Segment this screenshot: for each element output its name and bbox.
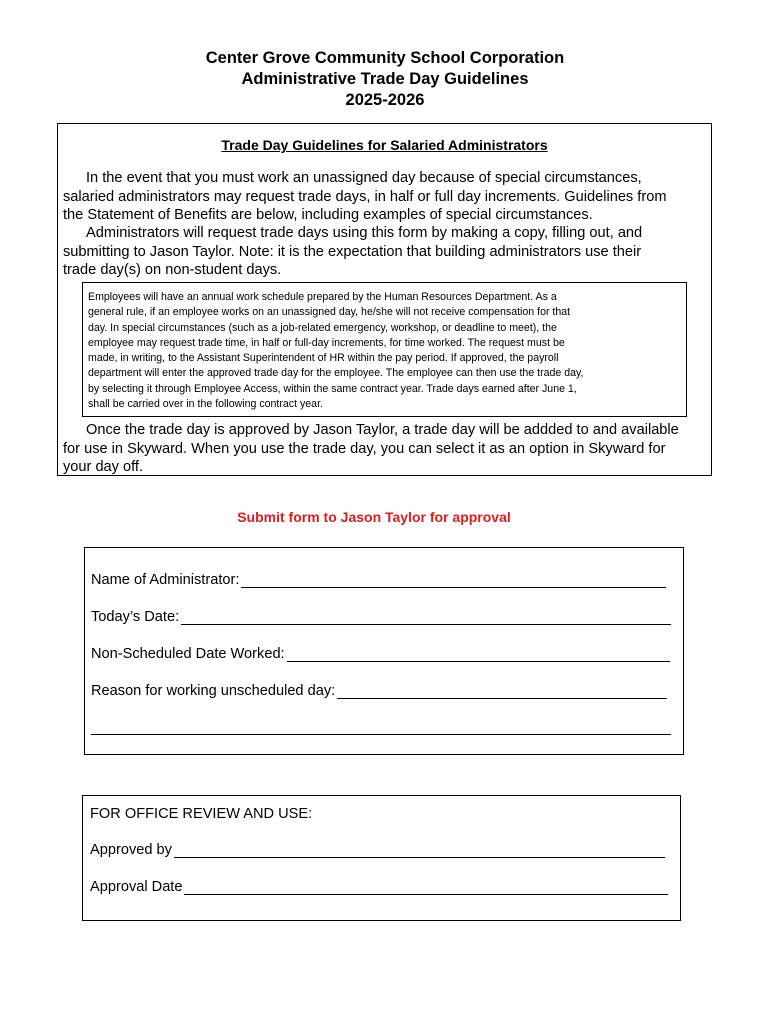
paragraph-line: the Statement of Benefits are below, including examples of special circumstances.	[63, 207, 593, 223]
title-organization: Center Grove Community School Corporation	[205, 49, 565, 67]
paragraph-line: Once the trade day is approved by Jason Taylor, a trade day will be addded to and available	[86, 422, 679, 438]
paragraph-line: for use in Skyward. When you use the trade day, you can select it as an option in Skyward for	[63, 440, 666, 457]
date-worked-line[interactable]	[287, 647, 670, 662]
approval-date-label: Approval Date	[90, 879, 183, 895]
paragraph-line: trade day(s) on non-student days.	[63, 262, 282, 278]
title-school-year: 2025-2026	[345, 91, 425, 109]
guidelines-paragraph-2	[63, 224, 711, 280]
guidelines-paragraph-3	[63, 421, 711, 477]
todays-date-line[interactable]	[181, 610, 671, 625]
approved-by-label: Approved by	[90, 842, 172, 858]
date-worked-label: Non-Scheduled Date Worked:	[91, 646, 285, 662]
benefits-line: day. In special circumstances (such as a job-related emergency, workshop, or deadline to meet), the	[88, 321, 557, 334]
paragraph-line: In the event that you must work an unassigned day because of special circumstances,	[86, 170, 642, 186]
approval-date-line[interactable]	[184, 880, 668, 895]
paragraph-line: salaried administrators may request trade days, in half or full day increments. Guidelines from	[63, 188, 667, 205]
benefits-line: shall be carried over in the following contract year.	[88, 398, 323, 411]
todays-date-field[interactable]	[91, 609, 671, 625]
paragraph-line: Administrators will request trade days using this form by making a copy, filling out, and	[86, 225, 643, 241]
benefits-line: by selecting it through Employee Access, within the same contract year. Trade days earned after June 1,	[88, 382, 577, 395]
reason-label: Reason for working unscheduled day:	[91, 683, 336, 699]
reason-continuation-line[interactable]	[91, 734, 671, 735]
approval-date-field[interactable]	[90, 879, 668, 895]
request-form	[84, 547, 684, 755]
reason-line[interactable]	[337, 684, 667, 699]
guidelines-box	[57, 123, 712, 476]
benefits-line: Employees will have an annual work schedule prepared by the Human Resources Department. As a	[88, 291, 557, 303]
approved-by-field[interactable]	[90, 842, 665, 858]
guidelines-paragraph-1	[63, 169, 711, 225]
office-use-box	[82, 795, 681, 921]
todays-date-label: Today’s Date:	[91, 609, 180, 625]
benefits-line: made, in writing, to the Assistant Superintendent of HR within the pay period. If approved, the payroll	[88, 352, 559, 365]
statement-of-benefits-excerpt	[82, 282, 687, 417]
paragraph-line: submitting to Jason Taylor. Note: it is the expectation that building administrators use their	[63, 243, 642, 260]
benefits-line: employee may request trade time, in half or full-day increments, for time worked. The request must be	[88, 336, 565, 349]
administrator-name-field[interactable]	[91, 572, 666, 588]
reason-field[interactable]	[91, 683, 667, 699]
date-worked-field[interactable]	[91, 646, 670, 662]
office-use-title: FOR OFFICE REVIEW AND USE:	[90, 806, 313, 822]
paragraph-line: your day off.	[63, 459, 144, 475]
administrator-name-label: Name of Administrator:	[91, 572, 240, 588]
title-document-name: Administrative Trade Day Guidelines	[241, 70, 529, 88]
document-title	[0, 48, 770, 111]
benefits-line: department will enter the approved trade day for the employee. The employee can then use the trade day,	[88, 367, 584, 380]
submit-instruction: Submit form to Jason Taylor for approval	[237, 509, 511, 525]
guidelines-heading: Trade Day Guidelines for Salaried Administrators	[221, 137, 548, 153]
approved-by-line[interactable]	[174, 843, 665, 858]
administrator-name-line[interactable]	[241, 573, 666, 588]
benefits-line: general rule, if an employee works on an unassigned day, he/she will not receive compensation for that	[88, 306, 571, 319]
